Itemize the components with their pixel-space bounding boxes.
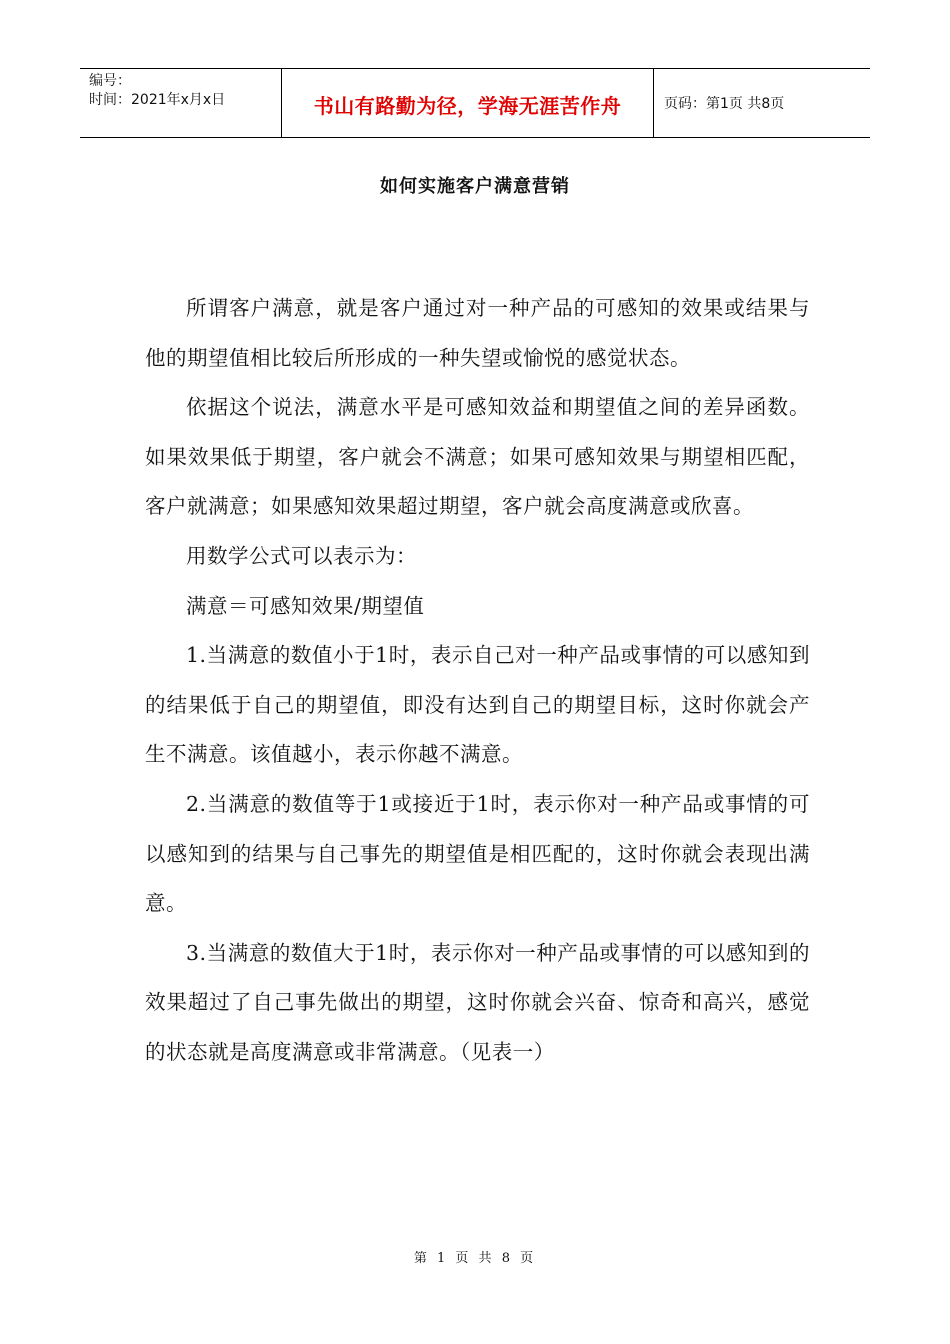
list-item-paragraph: 3.当满意的数值大于1时，表示你对一种产品或事情的可以感知到的效果超过了自己事先做出的期望，这时你就会兴奋、惊奇和高兴，感觉的状态就是高度满意或非常满意。（见表一） (145, 940, 810, 1064)
paragraph: 依据这个说法，满意水平是可感知效益和期望值之间的差异函数。如果效果低于期望，客户就会不满意；如果可感知效果与期望相匹配，客户就满意；如果感知效果超过期望，客户就会高度满意或欣喜。 (145, 395, 810, 519)
paragraph: 所谓客户满意，就是客户通过对一种产品的可感知的效果或结果与他的期望值相比较后所形成的一种失望或愉悦的感觉状态。 (145, 296, 810, 370)
paragraph: 用数学公式可以表示为： (186, 543, 417, 568)
document-title: 如何实施客户满意营销 (380, 176, 570, 197)
formula-paragraph: 满意＝可感知效果/期望值 (186, 593, 425, 618)
header-motto-cell (282, 69, 654, 137)
list-item-paragraph: 2.当满意的数值等于1或接近于1时，表示你对一种产品或事情的可以感知到的结果与自己事先的期望值是相匹配的，这时你就会表现出满意。 (145, 791, 810, 916)
list-item-paragraph: 1.当满意的数值小于1时，表示自己对一种产品或事情的可以感知到的结果低于自己的期望值，即没有达到自己的期望目标，这时你就会产生不满意。该值越小，表示你越不满意。 (145, 643, 810, 767)
document-number-label: 编号： (89, 73, 131, 89)
header-motto: 书山有路勤为径，学海无涯苦作舟 (313, 93, 622, 118)
page-footer: 第 1 页 共 8 页 (413, 1251, 537, 1266)
header-page-cell (654, 69, 870, 137)
document-header (80, 68, 870, 138)
document-body (145, 284, 810, 1078)
header-meta-cell (80, 69, 282, 137)
document-date-label: 时间：2021年x月x日 (89, 92, 226, 108)
header-page-info: 页码：第1页 共8页 (664, 96, 785, 112)
